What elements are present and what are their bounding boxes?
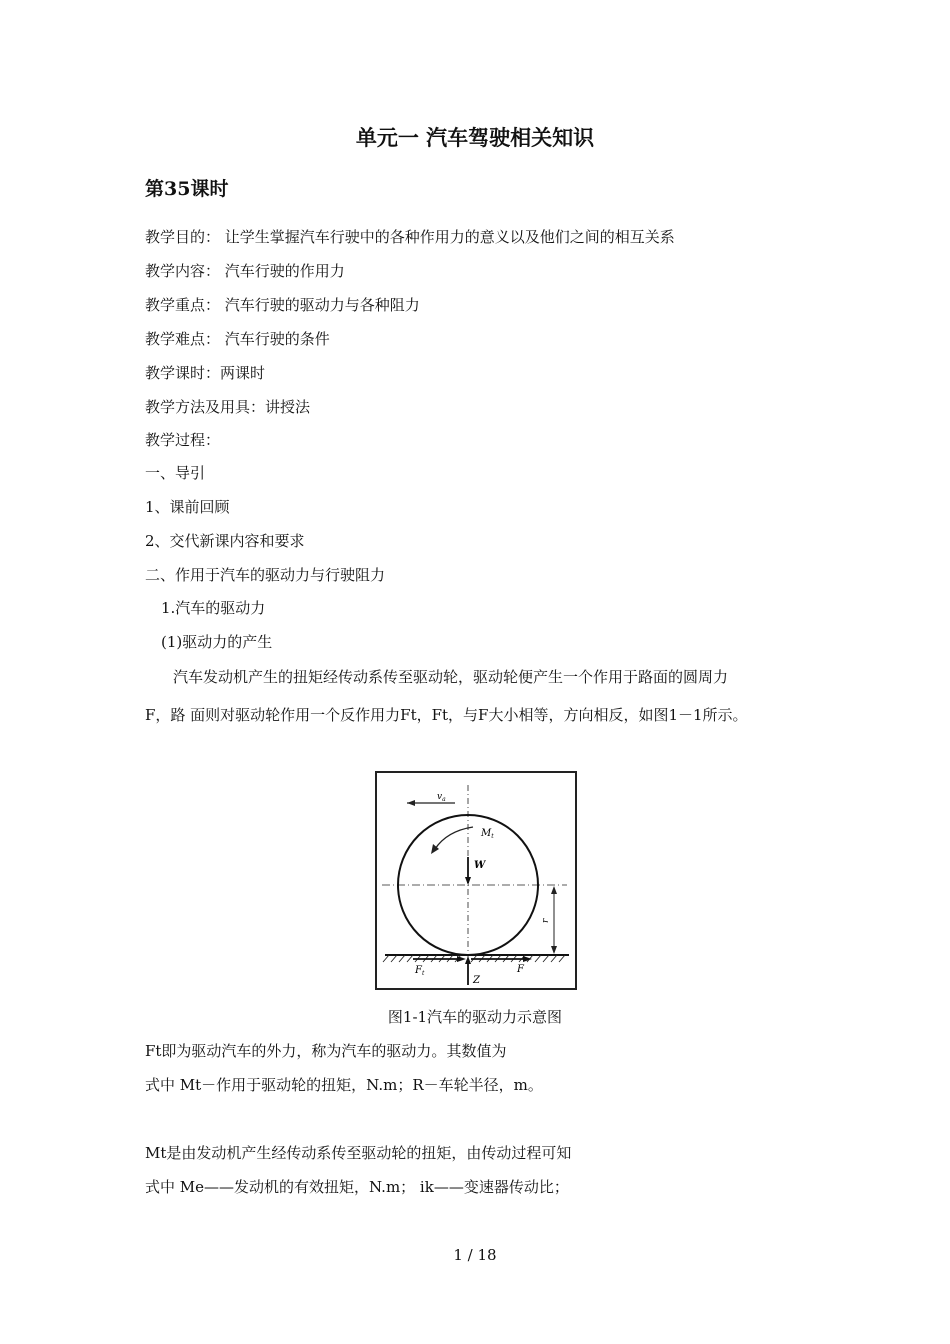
ft-arrowhead [457, 956, 466, 962]
section-1-heading: 一、导引 [145, 464, 206, 482]
paragraph-1-line-1: 汽车发动机产生的扭矩经传动系传至驱动轮，驱动轮便产生一个作用于路面的圆周力 [173, 668, 729, 686]
objective-line: 教学目的： 让学生掌握汽车行驶中的各种作用力的意义以及他们之间的相互关系 [145, 228, 675, 246]
z-arrowhead [465, 956, 471, 964]
radius-label: r [541, 918, 551, 923]
content-line: 教学内容： 汽车行驶的作用力 [145, 262, 345, 280]
lesson-title: 第35课时 [145, 178, 229, 200]
section-2-heading: 二、作用于汽车的驱动力与行驶阻力 [145, 566, 386, 584]
moment-arc [435, 827, 473, 849]
weight-label: W [474, 860, 486, 871]
weight-arrowhead [465, 877, 471, 885]
difficulties-line: 教学难点： 汽车行驶的条件 [145, 330, 330, 348]
f-label: F [517, 964, 524, 975]
z-label: Z [473, 975, 480, 986]
ft-label: $F_t$ [415, 965, 425, 977]
mt-description-line: Mt是由发动机产生经传动系传至驱动轮的扭矩，由传动过程可知 [145, 1144, 572, 1162]
where-line-2: 式中 Me——发动机的有效扭矩，N.m； ik——变速器传动比； [145, 1178, 569, 1196]
wheel-diagram [377, 773, 575, 988]
radius-arrow-top [551, 886, 557, 894]
key-points-line: 教学重点： 汽车行驶的驱动力与各种阻力 [145, 296, 420, 314]
methods-line: 教学方法及用具：讲授法 [145, 398, 311, 416]
velocity-arrowhead [407, 800, 415, 806]
page-number: 1 / 18 [453, 1246, 497, 1264]
moment-label: $M_t$ [481, 828, 494, 840]
where-line-1: 式中 Mt－作用于驱动轮的扭矩，N.m；R－车轮半径，m。 [145, 1076, 543, 1094]
figure-caption: 图1-1汽车的驱动力示意图 [387, 1008, 563, 1026]
radius-arrow-bottom [551, 946, 557, 954]
process-heading: 教学过程： [145, 431, 221, 449]
paragraph-1-line-2: F，路 面则对驱动轮作用一个反作用力Ft，Ft，与F大小相等，方向相反，如图1－1所示。 [145, 706, 748, 724]
section-2-1-1: (1)驱动力的产生 [161, 633, 273, 651]
driving-force-figure [375, 771, 577, 990]
unit-title: 单元一 汽车驾驶相关知识 [355, 125, 595, 150]
section-2-1: 1.汽车的驱动力 [161, 599, 266, 617]
ft-description-line: Ft即为驱动汽车的外力，称为汽车的驱动力。其数值为 [145, 1042, 507, 1060]
section-1-2: 2、交代新课内容和要求 [145, 532, 305, 550]
velocity-label: $v_a$ [437, 792, 446, 803]
hours-line: 教学课时：两课时 [145, 364, 266, 382]
section-1-1: 1、课前回顾 [145, 498, 230, 516]
